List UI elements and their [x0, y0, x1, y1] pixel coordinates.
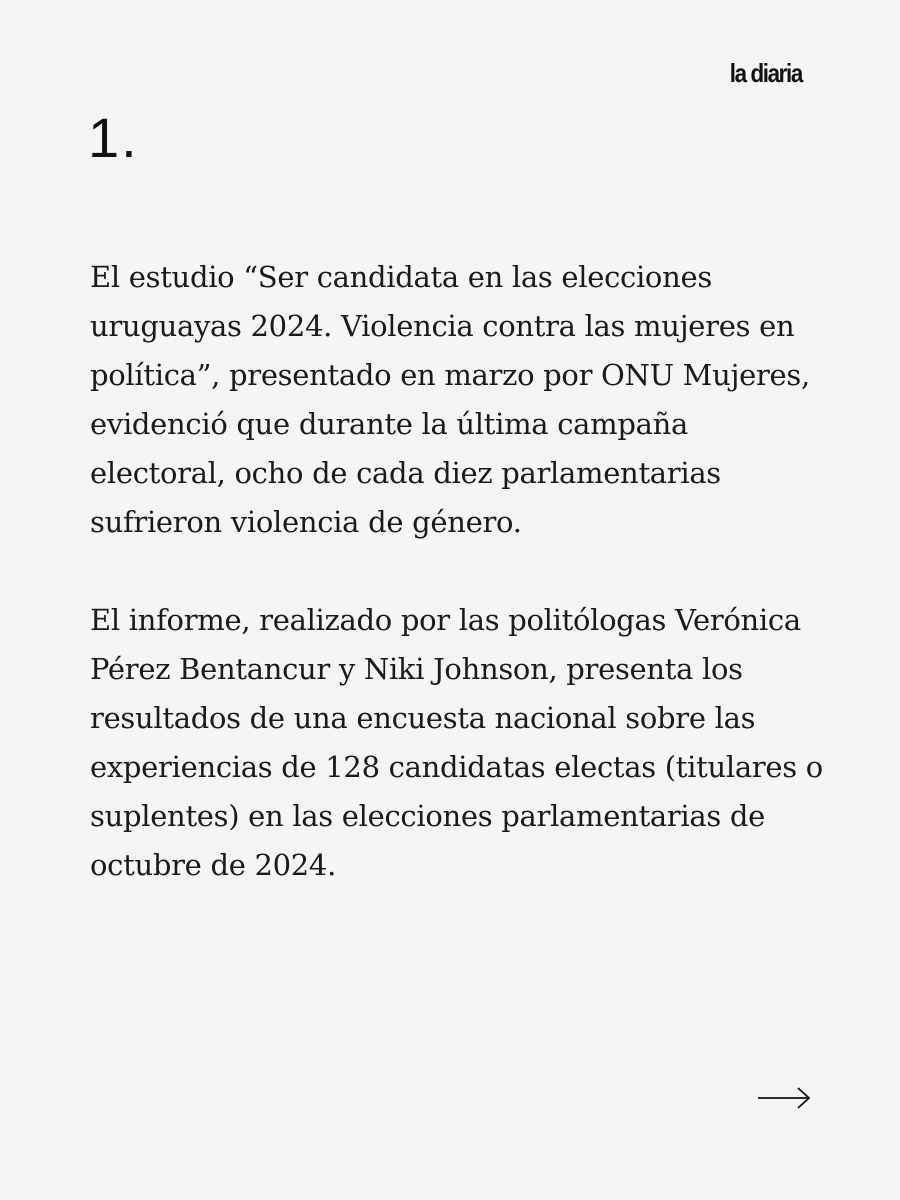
arrow-right-icon: [757, 1086, 811, 1110]
brand-logo: la diaria: [729, 58, 802, 88]
paragraph-intro: El estudio “Ser candidata en las elecciones uruguayas 2024. Violencia contra las mujeres en política”, presentado en marzo por ONU Mujeres, evidenció que durante la última campaña electoral, ocho de cada diez parlamentarias sufrieron violencia de género.: [90, 260, 810, 539]
slide-number: 1.: [88, 106, 139, 169]
paragraph-report: El informe, realizado por las politólogas Verónica Pérez Bentancur y Niki Johnson, presenta los resultados de una encuesta nacional sobre las experiencias de 128 candidatas electas (titulares o suplentes) en las elecciones parlamentarias de octubre de 2024.: [90, 603, 823, 882]
next-slide-button[interactable]: [757, 1086, 811, 1110]
slide-body: [90, 253, 830, 939]
